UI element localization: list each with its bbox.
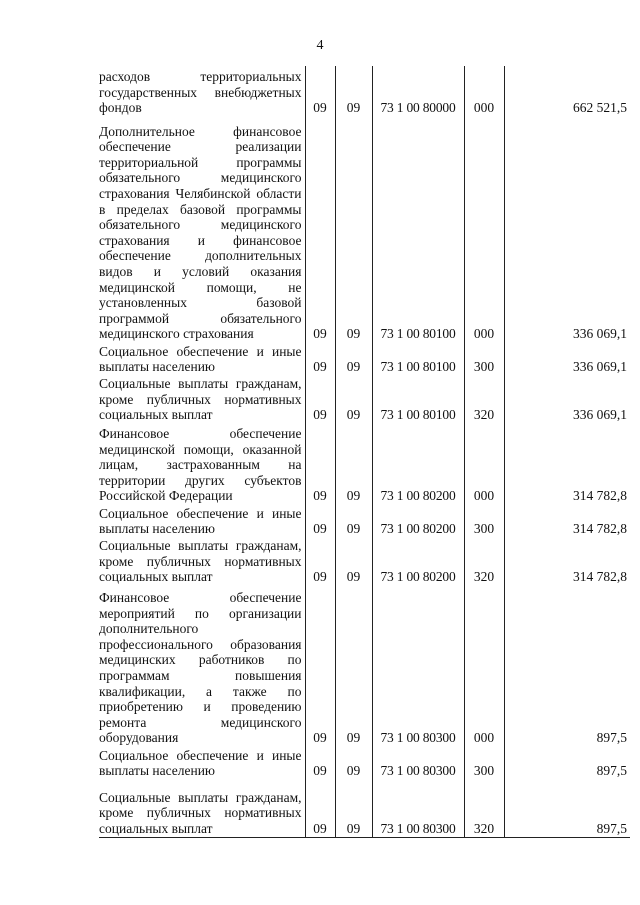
amount: 897,5 xyxy=(504,746,630,779)
table-row xyxy=(99,66,630,116)
target-article-code: 73 1 00 80100 xyxy=(372,375,464,423)
section-code: 09 xyxy=(305,537,335,585)
table-row xyxy=(99,342,630,375)
expense-type-code: 300 xyxy=(464,342,504,375)
amount: 336 069,1 xyxy=(504,116,630,342)
table-row xyxy=(99,375,630,423)
expense-type-code: 320 xyxy=(464,779,504,837)
table-row xyxy=(99,423,630,504)
expense-type-code: 000 xyxy=(464,66,504,116)
target-article-code: 73 1 00 80200 xyxy=(372,423,464,504)
amount: 336 069,1 xyxy=(504,342,630,375)
row-name: Социальное обеспечение и иные выплаты населению xyxy=(99,504,305,537)
subsection-code: 09 xyxy=(335,66,372,116)
expense-type-code: 000 xyxy=(464,585,504,746)
table-row xyxy=(99,504,630,537)
subsection-code: 09 xyxy=(335,537,372,585)
subsection-code: 09 xyxy=(335,375,372,423)
target-article-code: 73 1 00 80200 xyxy=(372,504,464,537)
expense-type-code: 320 xyxy=(464,537,504,585)
amount: 662 521,5 xyxy=(504,66,630,116)
subsection-code: 09 xyxy=(335,342,372,375)
amount: 897,5 xyxy=(504,585,630,746)
section-code: 09 xyxy=(305,779,335,837)
row-name: Дополнительное финансовое обеспечение реализации территориальной программы обязательного медицинского страхования Челябинской области в пределах базовой программы обязательного медицинского страхования и финансовое обеспечение дополнительных видов и условий оказания медицинской помощи, не установленных базовой программой обязательного медицинского страхования xyxy=(99,116,305,342)
target-article-code: 73 1 00 80100 xyxy=(372,116,464,342)
target-article-code: 73 1 00 80300 xyxy=(372,746,464,779)
expense-type-code: 300 xyxy=(464,746,504,779)
section-code: 09 xyxy=(305,423,335,504)
subsection-code: 09 xyxy=(335,746,372,779)
expense-type-code: 000 xyxy=(464,423,504,504)
row-name: расходов территориальных государственных внебюджетных фондов xyxy=(99,66,305,116)
budget-table xyxy=(99,66,630,838)
amount: 314 782,8 xyxy=(504,504,630,537)
expense-type-code: 300 xyxy=(464,504,504,537)
section-code: 09 xyxy=(305,66,335,116)
row-name: Социальные выплаты гражданам, кроме публичных нормативных социальных выплат xyxy=(99,779,305,837)
target-article-code: 73 1 00 80100 xyxy=(372,342,464,375)
table-row xyxy=(99,537,630,585)
subsection-code: 09 xyxy=(335,116,372,342)
section-code: 09 xyxy=(305,375,335,423)
row-name: Социальные выплаты гражданам, кроме публичных нормативных социальных выплат xyxy=(99,537,305,585)
subsection-code: 09 xyxy=(335,504,372,537)
row-name: Социальные выплаты гражданам, кроме публичных нормативных социальных выплат xyxy=(99,375,305,423)
expense-type-code: 000 xyxy=(464,116,504,342)
table-row xyxy=(99,746,630,779)
section-code: 09 xyxy=(305,504,335,537)
amount: 897,5 xyxy=(504,779,630,837)
section-code: 09 xyxy=(305,342,335,375)
target-article-code: 73 1 00 80200 xyxy=(372,537,464,585)
amount: 314 782,8 xyxy=(504,537,630,585)
expense-type-code: 320 xyxy=(464,375,504,423)
section-code: 09 xyxy=(305,116,335,342)
table-row xyxy=(99,779,630,837)
row-name: Финансовое обеспечение мероприятий по организации дополнительного профессионального образования медицинских работников по программам повышения квалификации, а также по приобретению и проведению ремонта медицинского оборудования xyxy=(99,585,305,746)
subsection-code: 09 xyxy=(335,779,372,837)
page-number: 4 xyxy=(316,38,324,53)
target-article-code: 73 1 00 80300 xyxy=(372,779,464,837)
subsection-code: 09 xyxy=(335,423,372,504)
target-article-code: 73 1 00 80300 xyxy=(372,585,464,746)
table-row xyxy=(99,585,630,746)
row-name: Социальное обеспечение и иные выплаты населению xyxy=(99,342,305,375)
amount: 336 069,1 xyxy=(504,375,630,423)
subsection-code: 09 xyxy=(335,585,372,746)
target-article-code: 73 1 00 80000 xyxy=(372,66,464,116)
section-code: 09 xyxy=(305,585,335,746)
amount: 314 782,8 xyxy=(504,423,630,504)
table-row xyxy=(99,116,630,342)
row-name: Финансовое обеспечение медицинской помощи, оказанной лицам, застрахованным на территории других субъектов Российской Федерации xyxy=(99,423,305,504)
section-code: 09 xyxy=(305,746,335,779)
row-name: Социальное обеспечение и иные выплаты населению xyxy=(99,746,305,779)
